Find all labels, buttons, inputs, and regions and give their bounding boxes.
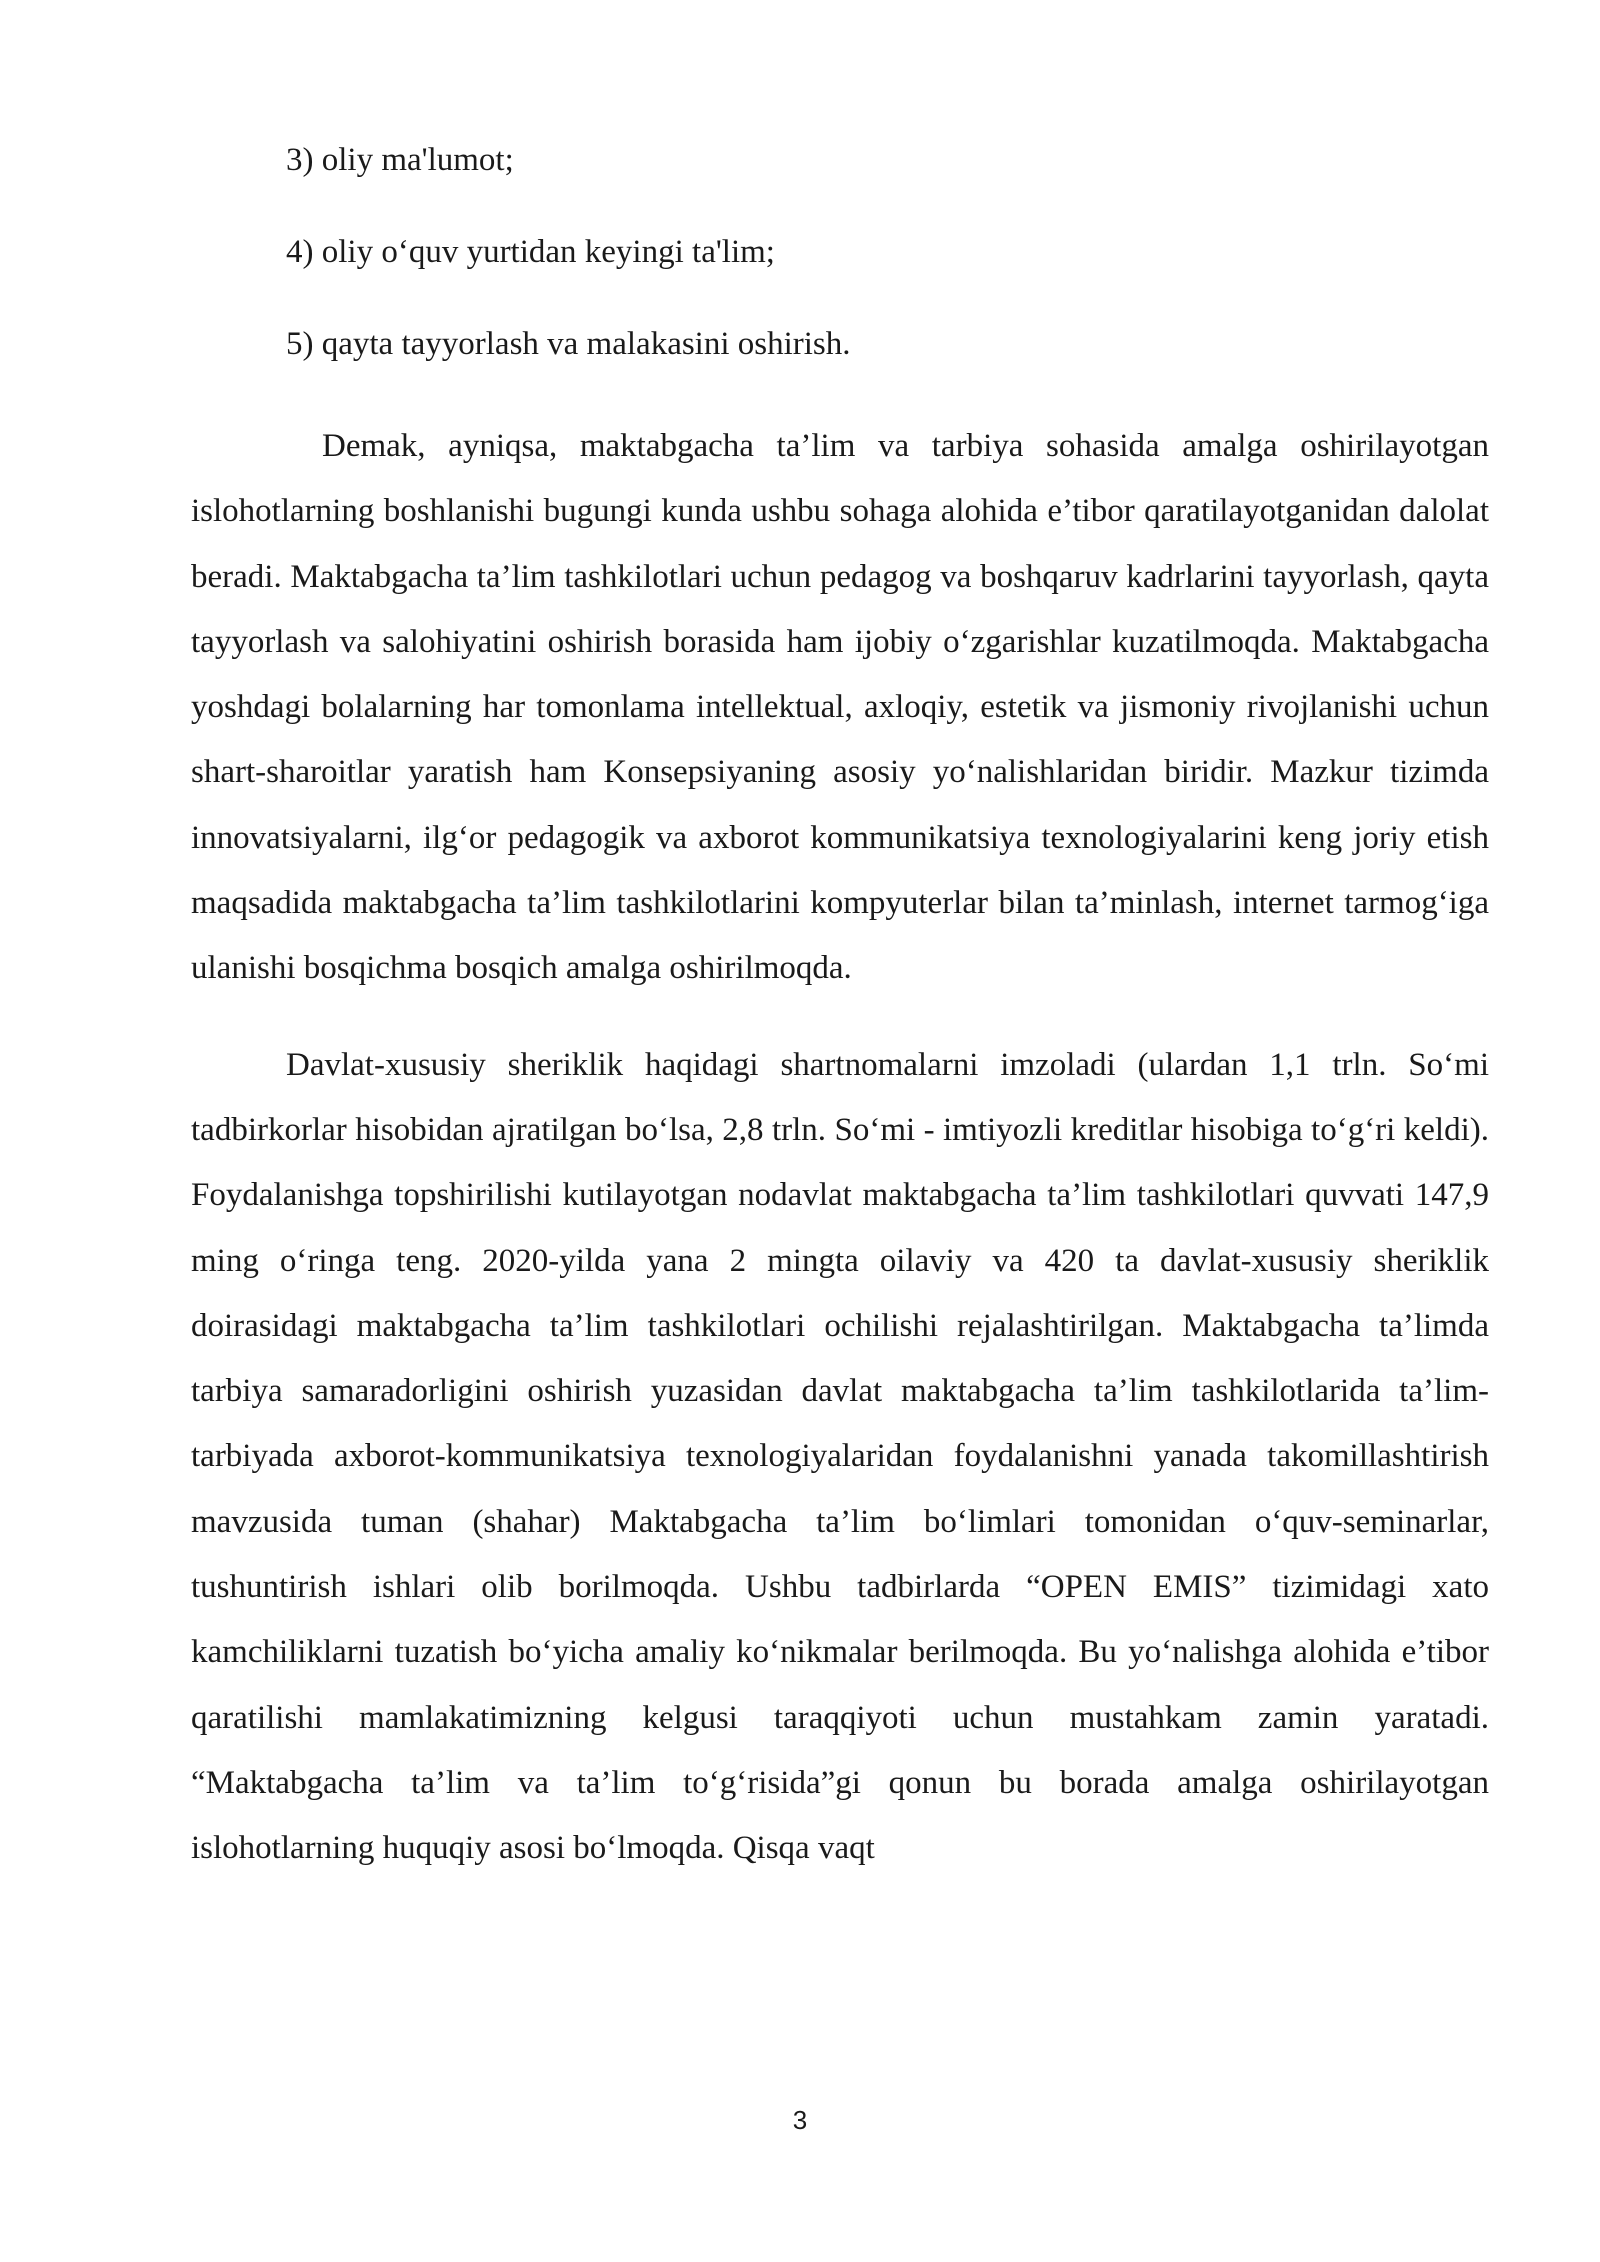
page-number: 3 xyxy=(792,2105,808,2135)
paragraph-public-private-partnership: Davlat-xususiy sheriklik haqidagi shartnomalarni imzoladi (ulardan 1,1 trln. So‘mi tadbirkorlar hisobidan ajratilgan bo‘lsa, 2,8 trln. So‘mi - imtiyozli kreditlar hisobiga to‘g‘ri keldi). Foydalanishga topshirilishi kutilayotgan nodavlat maktabgacha ta’lim tashkilotlari quvvati 147,9 ming o‘ringa teng. 2020-yilda yana 2 mingta oilaviy va 420 ta davlat-xususiy sheriklik doirasidagi maktabgacha ta’lim tashkilotlari ochilishi rejalashtirilgan. Maktabgacha ta’limda tarbiya samaradorligini oshirish yuzasidan davlat maktabgacha ta’lim tashkilotlarida ta’lim-tarbiyada axborot-kommunikatsiya texnologiyalaridan foydalanishni yanada takomillashtirish mavzusida tuman (shahar) Maktabgacha ta’lim bo‘limlari tomonidan o‘quv-seminarlar, tushuntirish ishlari olib borilmoqda. Ushbu tadbirlarda “OPEN EMIS” tizimidagi xato kamchiliklarni tuzatish bo‘yicha amaliy ko‘nikmalar berilmoqda. Bu yo‘nalishga alohida e’tibor qaratilishi mamlakatimizning kelgusi taraqqiyoti uchun mustahkam zamin yaratadi. “Maktabgacha ta’lim va ta’lim to‘g‘risida”gi qonun bu borada amalga oshirilayotgan islohotlarning huquqiy asosi bo‘lmoqda. Qisqa vaqt xyxy=(191,1046,1489,1867)
page-content xyxy=(191,140,1489,1882)
list-item-4: 4) oliy o‘quv yurtidan keyingi ta'lim; xyxy=(286,234,775,270)
list-item-3: 3) oliy ma'lumot; xyxy=(286,142,514,178)
paragraph-preschool-reforms: Demak, ayniqsa, maktabgacha ta’lim va tarbiya sohasida amalga oshirilayotgan islohotlarning boshlanishi bugungi kunda ushbu sohaga alohida e’tibor qaratilayotganidan dalolat beradi. Maktabgacha ta’lim tashkilotlari uchun pedagog va boshqaruv kadrlarini tayyorlash, qayta tayyorlash va salohiyatini oshirish borasida ham ijobiy o‘zgarishlar kuzatilmoqda. Maktabgacha yoshdagi bolalarning har tomonlama intellektual, axloqiy, estetik va jismoniy rivojlanishi uchun shart-sharoitlar yaratish ham Konsepsiyaning asosiy yo‘nalishlaridan biridir. Mazkur tizimda innovatsiyalarni, ilg‘or pedagogik va axborot kommunikatsiya texnologiyalarini keng joriy etish maqsadida maktabgacha ta’lim tashkilotlarini kompyuterlar bilan ta’minlash, internet tarmog‘iga ulanishi bosqichma bosqich amalga oshirilmoqda. xyxy=(191,428,1489,987)
list-item-5: 5) qayta tayyorlash va malakasini oshirish. xyxy=(286,326,851,362)
